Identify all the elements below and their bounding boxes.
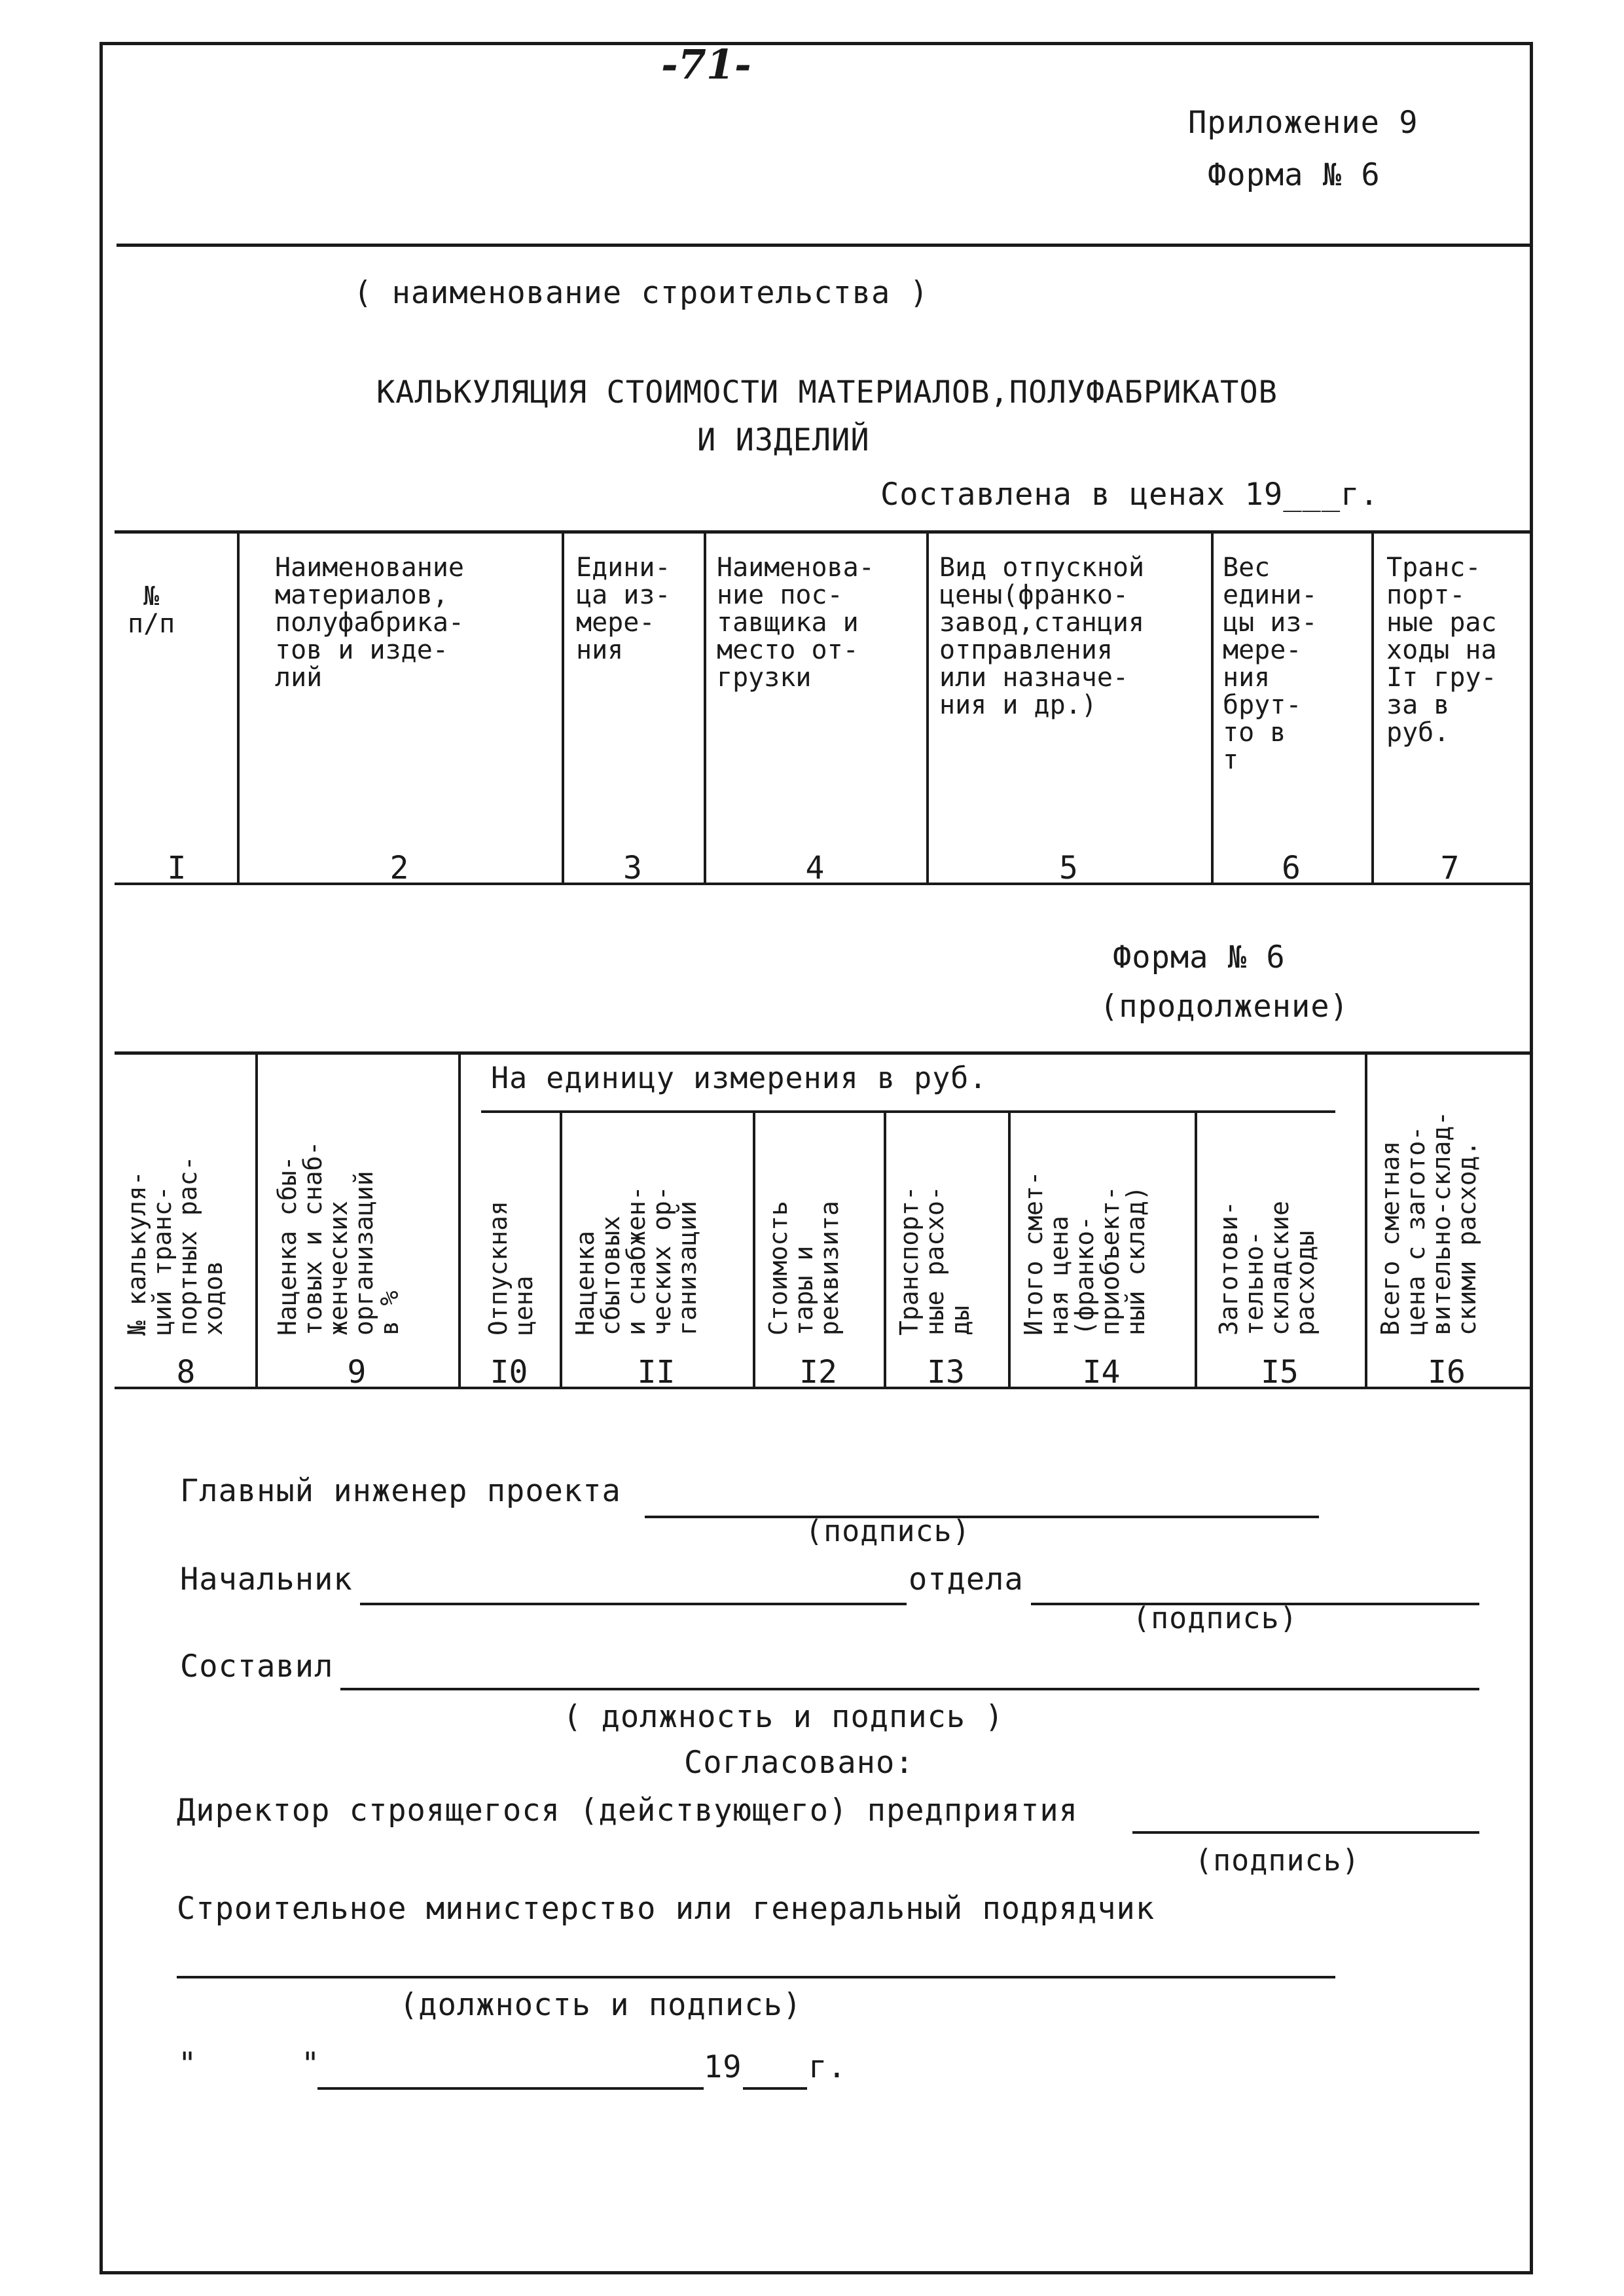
col-header-release-price: Отпускная цена [484, 1201, 538, 1336]
col-number: I3 [927, 1354, 965, 1391]
col-number: 7 [1440, 850, 1460, 886]
col-header-markup: Наценка сбытовых и снабжен- ческих ор- ганизаций [571, 1186, 702, 1336]
col-number: 9 [347, 1354, 367, 1391]
col-header-supplier: Наименова- ние пос- тавщика и место от- грузки [717, 553, 875, 693]
col-number: 4 [805, 850, 825, 886]
col-header-transport: Транспорт- ные расхо- ды [895, 1186, 975, 1336]
position-signature-caption: (должность и подпись) [399, 1987, 803, 2023]
col-number: I [167, 850, 187, 886]
col-number: 2 [389, 850, 409, 886]
date-quote-close: " [301, 2046, 321, 2082]
prices-year-line: Составлена в ценах 19___г. [880, 477, 1379, 513]
col-number: 8 [176, 1354, 196, 1391]
col-header-container-cost: Стоимость тары и реквизита [764, 1201, 844, 1336]
director-label: Директор строящегося (действующего) предприятия [177, 1793, 1078, 1829]
col-header-unit-weight: Вес едини- цы из- мере- ния брут- то в т [1223, 553, 1318, 775]
page-number: -71- [661, 41, 751, 88]
chief-engineer-label: Главный инженер проекта [180, 1473, 621, 1509]
position-signature-caption: ( должность и подпись ) [563, 1699, 1004, 1735]
ministry-label: Строительное министерство или генеральный подрядчик [177, 1891, 1155, 1927]
compiled-label: Составил [180, 1649, 334, 1685]
signature-caption: (подпись) [1132, 1601, 1298, 1635]
chief-engineer-signature-line [645, 1516, 1319, 1518]
col-header-procurement-costs: Заготови- тельно- складские расходы [1214, 1201, 1320, 1336]
col-header-transport-costs: Транс- порт- ные рас ходы на Iт гру- за в руб. [1386, 553, 1497, 748]
appendix-label: Приложение 9 [1188, 105, 1418, 141]
col-header-total-price: Всего сметная цена с загото- вительно-склад- скими расход. [1376, 1110, 1481, 1336]
construction-name-caption: ( наименование строительства ) [353, 275, 929, 311]
compiled-signature-line [340, 1688, 1479, 1690]
col-header-price-type: Вид отпускной цены(франко- завод,станция отправления или назначе- ния и др.) [939, 553, 1145, 720]
signature-caption: (подпись) [1195, 1843, 1360, 1878]
col-header-markup-percent: Наценка сбы- товых и снаб- женческих организаций в % [273, 1140, 404, 1336]
col-number: II [637, 1354, 676, 1391]
col-header-material-name: Наименование материалов, полуфабрика- тов и изде- лий [275, 553, 464, 693]
chief-signature-line [360, 1603, 907, 1605]
form-label: Форма № 6 [1208, 157, 1380, 193]
date-quote-open: " [178, 2046, 198, 2082]
col-number: I5 [1261, 1354, 1299, 1391]
year-line [743, 2087, 807, 2090]
date-line [317, 2087, 704, 2090]
col-number: 6 [1282, 850, 1301, 886]
date-year: 19 [704, 2049, 742, 2085]
continuation-form-label: Форма № 6 [1113, 939, 1286, 975]
agreed-label: Согласовано: [684, 1745, 914, 1781]
col-header-number: № п/п [128, 581, 175, 639]
department-label: отдела [909, 1561, 1024, 1597]
col-number: 5 [1059, 850, 1078, 886]
group-header-per-unit: На единицу измерения в руб. [491, 1061, 988, 1095]
signature-caption: (подпись) [805, 1514, 971, 1548]
director-signature-line [1132, 1831, 1479, 1834]
continuation-note: (продолжение) [1100, 989, 1349, 1025]
col-number: I6 [1428, 1354, 1466, 1391]
col-number: I4 [1082, 1354, 1121, 1391]
ministry-signature-line [177, 1976, 1335, 1978]
col-number: 3 [623, 850, 642, 886]
col-header-calc-number: № калькуля- ций транс- портных рас- ходов [122, 1156, 228, 1336]
chief-label: Начальник [180, 1561, 353, 1597]
col-number: I2 [799, 1354, 837, 1391]
date-suffix: г. [808, 2049, 847, 2085]
header-rule [117, 244, 1532, 247]
col-number: I0 [490, 1354, 528, 1391]
col-header-unit: Едини- ца из- мере- ния [576, 553, 671, 665]
col-header-estimated-price: Итого смет- ная цена (франко- приобъект- ный склад) [1019, 1171, 1150, 1336]
document-title-line2: И ИЗДЕЛИЙ [697, 422, 870, 458]
document-title: КАЛЬКУЛЯЦИЯ СТОИМОСТИ МАТЕРИАЛОВ,ПОЛУФАБРИКАТОВ [376, 374, 1278, 410]
